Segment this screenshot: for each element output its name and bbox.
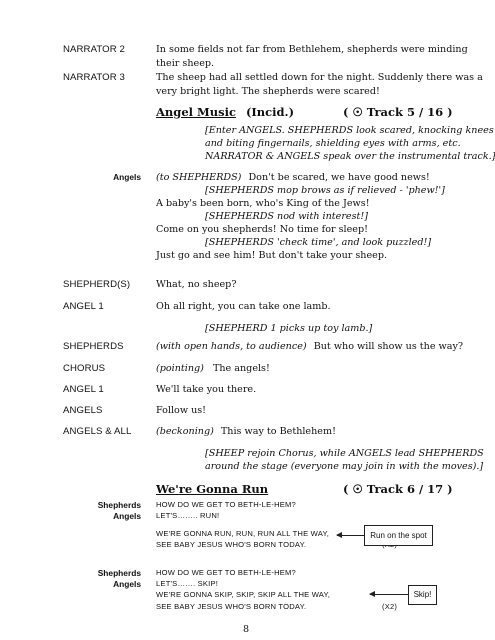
- lyric-line: SEE BABY JESUS WHO'S BORN TODAY.: [156, 602, 307, 611]
- lyric-line: WE'RE GONNA RUN, RUN, RUN ALL THE WAY,: [156, 529, 330, 538]
- movement-note: Run on the spot: [364, 525, 433, 546]
- angels-line-4: Just go and see him! But don't take your sheep.: [156, 250, 388, 261]
- stage-direction-final-2: around the stage (everyone may join in with the moves).]: [205, 461, 484, 472]
- speaker-angel-1: ANGEL 1: [63, 384, 104, 395]
- dialogue-text: What, no sheep?: [156, 279, 237, 290]
- parenthetical: (pointing): [156, 363, 204, 374]
- dialogue-text: (with open hands, to audience) But who will show us the way?: [156, 341, 464, 352]
- stage-direction-3: NARRATOR & ANGELS speak over the instrumental track.]: [205, 151, 495, 162]
- arrow-icon: [370, 594, 408, 595]
- page-number: 8: [243, 624, 250, 635]
- verse-speaker-shepherds: Shepherds: [97, 500, 141, 510]
- lyric-line: HOW DO WE GET TO BETH-LE-HEM?: [156, 568, 296, 577]
- stage-direction-2: and biting fingernails, shielding eyes with arms, etc.: [205, 138, 461, 149]
- movement-note: Skip!: [408, 585, 437, 605]
- speaker-angels: ANGELS: [63, 405, 103, 416]
- angels-direction-1: [SHEPHERDS mop brows as if relieved - 'phew!']: [205, 185, 445, 196]
- angels-line-1: (to SHEPHERDS) Don't be scared, we have good news!: [156, 172, 430, 183]
- narrator-3-line-2: very bright light. The shepherds were scared!: [156, 86, 380, 97]
- arrow-icon: [337, 535, 364, 536]
- cue-title: Angel Music: [156, 105, 236, 119]
- narrator-2-line-2: their sheep.: [156, 58, 215, 69]
- cue-heading-angel-music: [156, 105, 294, 119]
- cue-track-number: ( ☉ Track 5 / 16 ): [343, 105, 453, 119]
- dialogue-text: (beckoning) This way to Bethlehem!: [156, 426, 336, 437]
- parenthetical: (to SHEPHERDS): [156, 172, 242, 183]
- speaker-shepherds: SHEPHERD(S): [63, 279, 131, 290]
- song-title: We're Gonna Run: [156, 482, 269, 496]
- verse-speaker-shepherds: Shepherds: [97, 568, 141, 578]
- dialogue-text: Oh all right, you can take one lamb.: [156, 301, 331, 312]
- lyric-line: LET'S…….. RUN!: [156, 511, 220, 520]
- stage-direction-1: [Enter ANGELS. SHEPHERDS look scared, knocking knees: [205, 125, 494, 136]
- parenthetical: (beckoning): [156, 426, 214, 437]
- speaker-narrator-2: NARRATOR 2: [63, 44, 125, 55]
- dialogue-text: (pointing) The angels!: [156, 363, 270, 374]
- speaker-angels: Angels: [113, 172, 141, 182]
- angels-direction-2: [SHEPHERDS nod with interest!]: [205, 211, 368, 222]
- cue-subtitle: (Incid.): [245, 105, 295, 119]
- speaker-chorus: CHORUS: [63, 363, 106, 374]
- dialogue-text: Follow us!: [156, 405, 207, 416]
- lyric-line: LET'S……. SKIP!: [156, 579, 219, 588]
- stage-direction-lamb: [SHEPHERD 1 picks up toy lamb.]: [205, 323, 373, 334]
- song-track-number: ( ☉ Track 6 / 17 ): [343, 482, 453, 496]
- lyric-line: HOW DO WE GET TO BETH-LE-HEM?: [156, 500, 296, 509]
- verse-speaker-angels: Angels: [113, 511, 141, 521]
- angels-line-3: Come on you shepherds! No time for sleep!: [156, 224, 368, 235]
- repeat-marker: (X2): [382, 602, 398, 611]
- speaker-angel-1: ANGEL 1: [63, 301, 104, 312]
- dialogue-text: We'll take you there.: [156, 384, 257, 395]
- narrator-2-line-1: In some fields not far from Bethlehem, shepherds were minding: [156, 44, 468, 55]
- verse-speaker-angels: Angels: [113, 579, 141, 589]
- stage-direction-final-1: [SHEEP rejoin Chorus, while ANGELS lead SHEPHERDS: [205, 448, 484, 459]
- speaker-shepherds: SHEPHERDS: [63, 341, 124, 352]
- narrator-3-line-1: The sheep had all settled down for the night. Suddenly there was a: [156, 72, 483, 83]
- angels-direction-3: [SHEPHERDS 'check time', and look puzzled!]: [205, 237, 432, 248]
- lyric-line: WE'RE GONNA SKIP, SKIP, SKIP ALL THE WAY,: [156, 590, 331, 599]
- speaker-angels-and-all: ANGELS & ALL: [63, 426, 132, 437]
- angels-line-2: A baby's been born, who's King of the Jews!: [156, 198, 370, 209]
- parenthetical: (with open hands, to audience): [156, 341, 307, 352]
- lyric-line: SEE BABY JESUS WHO'S BORN TODAY.: [156, 540, 307, 549]
- speaker-narrator-3: NARRATOR 3: [63, 72, 125, 83]
- song-heading: [156, 482, 268, 496]
